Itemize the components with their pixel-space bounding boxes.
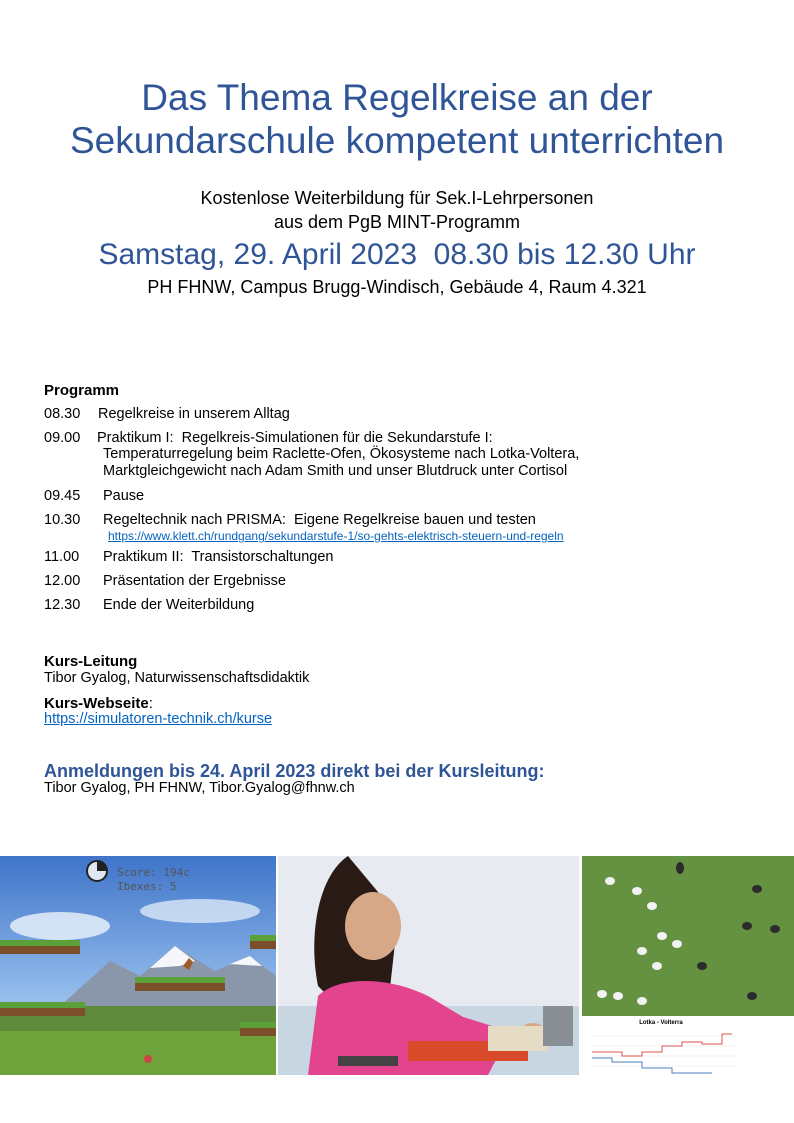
title-line-1: Das Thema Regelkreise an der [141, 77, 653, 118]
program-item [44, 549, 764, 565]
leadership-name: Tibor Gyalog, Naturwissenschaftsdidaktik [44, 670, 310, 686]
program-time: 09.45 [44, 488, 81, 504]
program-time: 12.00 [44, 573, 81, 589]
game-screenshot [0, 856, 276, 1075]
subtitle-line-1: Kostenlose Weiterbildung für Sek.I-Lehrpersonen [200, 188, 594, 208]
program-text: Ende der Weiterbildung [103, 597, 255, 613]
website-heading: Kurs-Webseite: [44, 695, 153, 712]
program-text-line-2: Temperaturregelung beim Raclette-Ofen, Ökosysteme nach Lotka-Voltera, [103, 446, 580, 462]
program-time: 12.30 [44, 597, 81, 613]
lotka-volterra-chart [582, 1018, 740, 1075]
chart-title: Lotka - Volterra [639, 1020, 683, 1026]
program-text: Präsentation der Ergebnisse [103, 573, 286, 589]
program-item [44, 597, 764, 613]
program-item [44, 512, 764, 543]
program-text: Regeltechnik nach PRISMA: Eigene Regelkreise bauen und testen [103, 512, 536, 528]
program-text-line-3: Marktgleichgewicht nach Adam Smith und unser Blutdruck unter Cortisol [103, 463, 568, 479]
program-time: 08.30 [44, 406, 81, 422]
program-item [44, 488, 764, 504]
program-text: Regelkreise in unserem Alltag [98, 406, 290, 422]
registration-contact: Tibor Gyalog, PH FHNW, Tibor.Gyalog@fhnw.ch [44, 780, 355, 796]
title-line-2: Sekundarschule kompetent unterrichten [69, 120, 725, 161]
game-ibexes-label: Ibexes: 5 [117, 880, 177, 893]
program-time: 11.00 [44, 549, 80, 565]
program-item [44, 406, 764, 422]
klett-link[interactable]: https://www.klett.ch/rundgang/sekundarstufe-1/so-gehts-elektrisch-steuern-und-regeln [108, 529, 564, 543]
program-text: Praktikum I: Regelkreis-Simulationen für die Sekundarstufe I: [97, 430, 493, 446]
program-text: Pause [103, 488, 145, 504]
program-heading: Programm [44, 382, 120, 399]
course-website-link[interactable]: https://simulatoren-technik.ch/kurse [44, 711, 273, 727]
program-time: 10.30 [44, 512, 81, 528]
leadership-heading: Kurs-Leitung [44, 653, 138, 670]
game-score-label: Score: 194c [117, 866, 190, 879]
student-photo [278, 856, 579, 1075]
subtitle [0, 186, 794, 234]
program-time: 09.00 [44, 430, 81, 446]
program-list [44, 406, 764, 613]
program-item [44, 430, 764, 480]
event-location: PH FHNW, Campus Brugg-Windisch, Gebäude 4, Raum 4.321 [147, 277, 647, 297]
subtitle-line-2: aus dem PgB MINT-Programm [273, 212, 521, 232]
ecosystem-simulation [582, 856, 794, 1016]
program-item [44, 573, 764, 589]
event-date: Samstag, 29. April 2023 08.30 bis 12.30 Uhr [98, 238, 696, 271]
registration-heading: Anmeldungen bis 24. April 2023 direkt bei der Kursleitung: [44, 761, 545, 781]
program-text: Praktikum II: Transistorschaltungen [103, 549, 334, 565]
page-title [0, 76, 794, 162]
